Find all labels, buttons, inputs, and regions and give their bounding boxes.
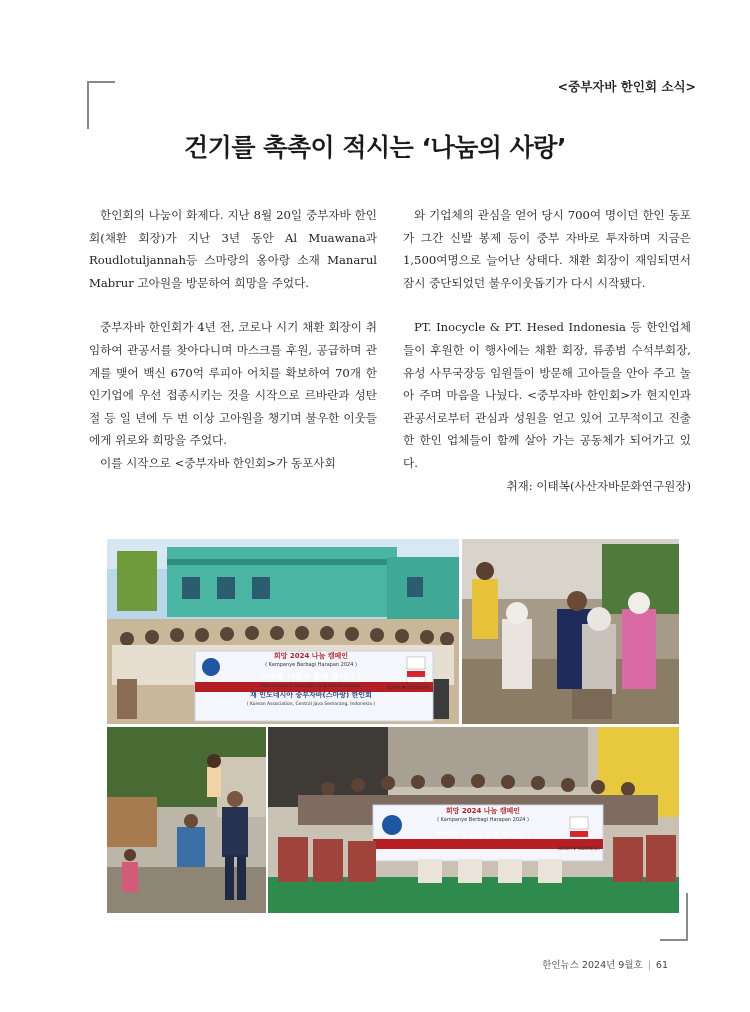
banner-4-flags-label: KOREA ♥ INDONESIA bbox=[558, 846, 601, 851]
paragraph: 와 기업체의 관심을 얻어 당시 700여 명이던 한인 동포가 그간 신발 봉제 등이 중부 자바로 투자하며 지금은 1,500여명으로 늘어난 상태다. 채환 회장이 재임되면서 잠시 중단되었던 불우이웃돕기가 다시 시작됐다. bbox=[403, 208, 691, 290]
banner-4-subtitle: ( Kampanye Berbagi Harapan 2024 ) bbox=[437, 817, 529, 823]
paragraph: 이를 시작으로 <중부자바 한인회>가 동포사회 bbox=[100, 455, 336, 470]
banner-1-text bbox=[217, 652, 405, 709]
photo-man-lifting-child bbox=[106, 726, 267, 914]
photo-group-banner bbox=[106, 538, 460, 725]
section-tag: <중부자바 한인회 소식> bbox=[557, 79, 696, 94]
corner-frame-top-left bbox=[87, 81, 115, 129]
banner-1-slogan: 어려운 이웃과 함께 합시다 ! bbox=[261, 672, 361, 681]
headline: 건기를 촉촉이 적시는 ‘나눔의 사랑’ bbox=[184, 133, 566, 162]
corner-frame-bottom-right bbox=[660, 893, 688, 941]
banner-1-slogan-id: ( Mari Bersama Tetangga Yang Membutuhkan ) bbox=[258, 684, 364, 689]
banner-4-slogan: 어려운 이웃과 함께 합시다 ! bbox=[436, 830, 530, 839]
footer-publication: 한인뉴스 2024년 9월호 bbox=[542, 960, 643, 971]
banner-1-org-en: ( Korean Association, Central Java Semarang, Indonesia ) bbox=[246, 702, 376, 707]
footer-separator: | bbox=[647, 960, 651, 971]
paragraph: 한인회의 나눔이 화제다. 지난 8월 20일 중부자바 한인회(채환 회장)가 지난 3년 동안 Al Muawana과 Roudlotuljannah등 스마랑의 옹아랑 소재 Manarul Mabrur 고아원을 방문하여 희망을 주었다. bbox=[89, 208, 377, 290]
article-left-column bbox=[89, 204, 377, 475]
footer-page-number: 61 bbox=[655, 960, 668, 971]
paragraph: PT. Inocycle & PT. Hesed Indonesia 등 한인업체들이 후원한 이 행사에는 채환 회장, 류종범 수석부회장, 유성 사무국장등 임원들이 방문해 고아들을 안아 주고 놀아 주며 마음을 나눴다. <중부자바 한인회>가 현지인과 관공서로부터 관심과 성원을 얻고 있어 고무적이고 진출한 한인 업체들이 함께 살아 가는 공동체가 되어가고 있다. bbox=[403, 320, 691, 470]
photo-group-indoor-banner bbox=[267, 726, 680, 914]
page-footer bbox=[542, 957, 668, 971]
banner-1-org: 재 인도네시아 중부자바(스마랑) 한인회 bbox=[250, 691, 372, 699]
paragraph: 중부자바 한인회가 4년 전, 코로나 시기 채환 회장이 취임하여 관공서를 찾아다니며 마스크를 후원, 공급하며 관계를 맺어 백신 670억 루피아 어치를 확보하여 70개 한인기업에 우선 접종시키는 것을 시작으로 르바란과 성탄절 등 일 년에 두 번 이상 고아원을 챙기며 불우한 이웃들에게 위로와 희망을 주었다. bbox=[89, 320, 377, 448]
banner-1-subtitle: ( Kampanye Berbagi Harapan 2024 ) bbox=[265, 662, 357, 668]
banner-4-title: 희망 2024 나눔 캠페인 bbox=[445, 807, 521, 815]
photo-children-courtyard bbox=[461, 538, 680, 725]
article-right-column bbox=[403, 204, 691, 519]
banner-4-text bbox=[398, 807, 568, 839]
banner-1-flags-label: KOREA ♥ INDONESIA bbox=[387, 685, 430, 690]
byline: 취재: 이태복(사산자바문화연구원장) bbox=[506, 478, 691, 493]
banner-1-title: 희망 2024 나눔 캠페인 bbox=[273, 652, 349, 660]
